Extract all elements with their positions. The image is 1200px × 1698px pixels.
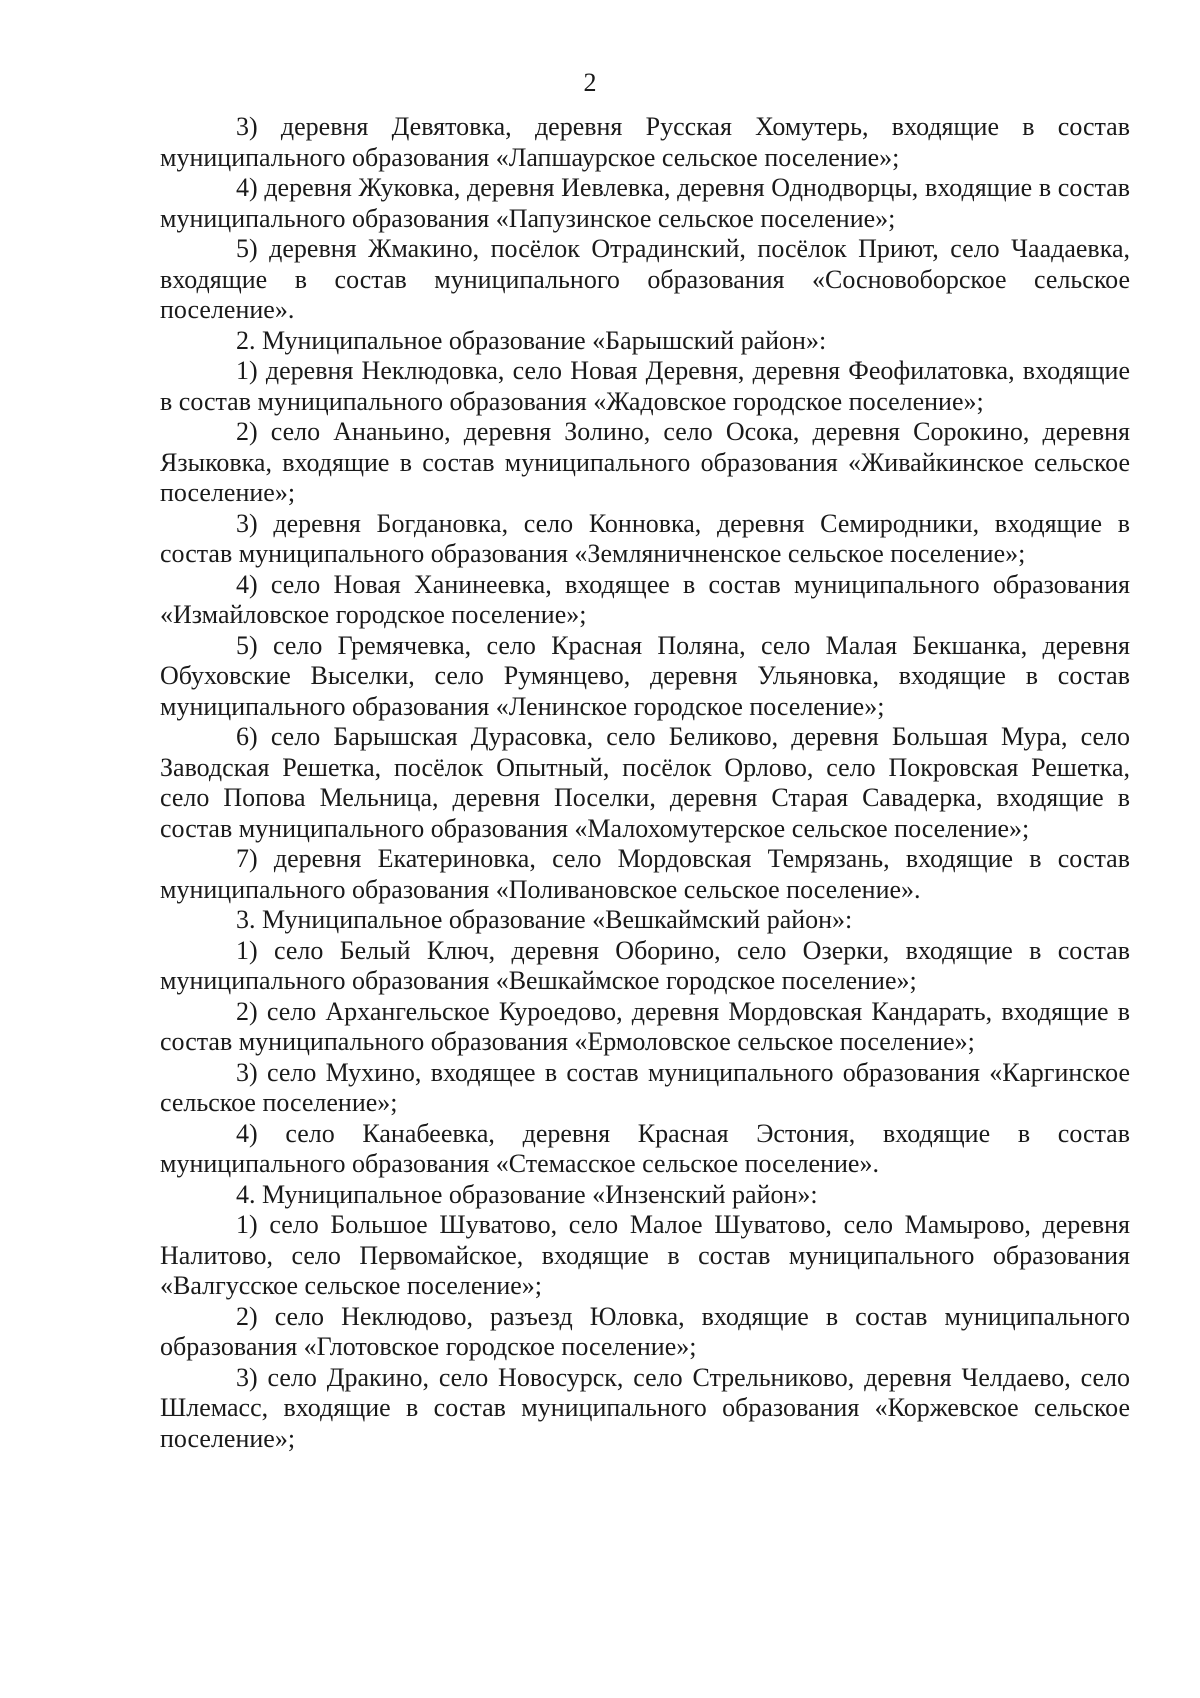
list-item: 3) деревня Богдановка, село Конновка, деревня Семиродники, входящие в состав муниципального образования «Земляничненское сельское поселение»; bbox=[160, 508, 1130, 568]
list-item: 1) село Большое Шуватово, село Малое Шуватово, село Мамырово, деревня Налитово, село Первомайское, входящие в состав муниципального образования «Валгусское сельское поселение»; bbox=[160, 1210, 1130, 1300]
list-item: 6) село Барышская Дурасовка, село Беликово, деревня Большая Мура, село Заводская Решетка, посёлок Опытный, посёлок Орлово, село Покровская Решетка, село Попова Мельница, деревня Поселки, деревня Старая Савадерка, входящие в состав муниципального образования «Малохомутерское сельское поселение»; bbox=[160, 722, 1130, 843]
page-number: 2 bbox=[583, 68, 597, 97]
list-item: 1) деревня Неклюдовка, село Новая Деревня, деревня Феофилатовка, входящие в состав муниципального образования «Жадовское городское поселение»; bbox=[160, 356, 1130, 416]
section-heading: 2. Муниципальное образование «Барышский район»: bbox=[236, 325, 827, 355]
section-heading: 4. Муниципальное образование «Инзенский район»: bbox=[236, 1179, 818, 1209]
list-item: 4) село Канабеевка, деревня Красная Эстония, входящие в состав муниципального образования «Стемасское сельское поселение». bbox=[160, 1118, 1130, 1178]
section-heading: 3. Муниципальное образование «Вешкаймский район»: bbox=[236, 905, 853, 934]
list-item: 1) село Белый Ключ, деревня Оборино, село Озерки, входящие в состав муниципального образования «Вешкаймское городское поселение»; bbox=[160, 935, 1130, 995]
list-item: 4) деревня Жуковка, деревня Иевлевка, деревня Однодворцы, входящие в состав муниципального образования «Папузинское сельское поселение»; bbox=[160, 173, 1130, 233]
list-item: 2) село Архангельское Куроедово, деревня Мордовская Кандарать, входящие в состав муниципального образования «Ермоловское сельское поселение»; bbox=[160, 996, 1130, 1056]
list-item: 2) село Неклюдово, разъезд Юловка, входящие в состав муниципального образования «Глотовское городское поселение»; bbox=[160, 1301, 1130, 1361]
document-body bbox=[160, 112, 1130, 1454]
list-item: 5) деревня Жмакино, посёлок Отрадинский, посёлок Приют, село Чаадаевка, входящие в состав муниципального образования «Сосновоборское сельское поселение». bbox=[160, 234, 1130, 324]
list-item: 4) село Новая Ханинеевка, входящее в состав муниципального образования «Измайловское городское поселение»; bbox=[160, 569, 1130, 629]
list-item: 5) село Гремячевка, село Красная Поляна, село Малая Бекшанка, деревня Обуховские Выселки, село Румянцево, деревня Ульяновка, входящие в состав муниципального образования «Ленинское городское поселение»; bbox=[160, 630, 1130, 721]
list-item: 3) село Дракино, село Новосурск, село Стрельниково, деревня Челдаево, село Шлемасс, входящие в состав муниципального образования «Коржевское сельское поселение»; bbox=[160, 1362, 1130, 1453]
list-item: 3) деревня Девятовка, деревня Русская Хомутерь, входящие в состав муниципального образования «Лапшаурское сельское поселение»; bbox=[160, 112, 1130, 172]
list-item: 2) село Ананьино, деревня Золино, село Осока, деревня Сорокино, деревня Языковка, входящие в состав муниципального образования «Живайкинское сельское поселение»; bbox=[160, 417, 1130, 507]
list-item: 7) деревня Екатериновка, село Мордовская Темрязань, входящие в состав муниципального образования «Поливановское сельское поселение». bbox=[160, 844, 1130, 904]
list-item: 3) село Мухино, входящее в состав муниципального образования «Каргинское сельское поселение»; bbox=[160, 1057, 1130, 1117]
